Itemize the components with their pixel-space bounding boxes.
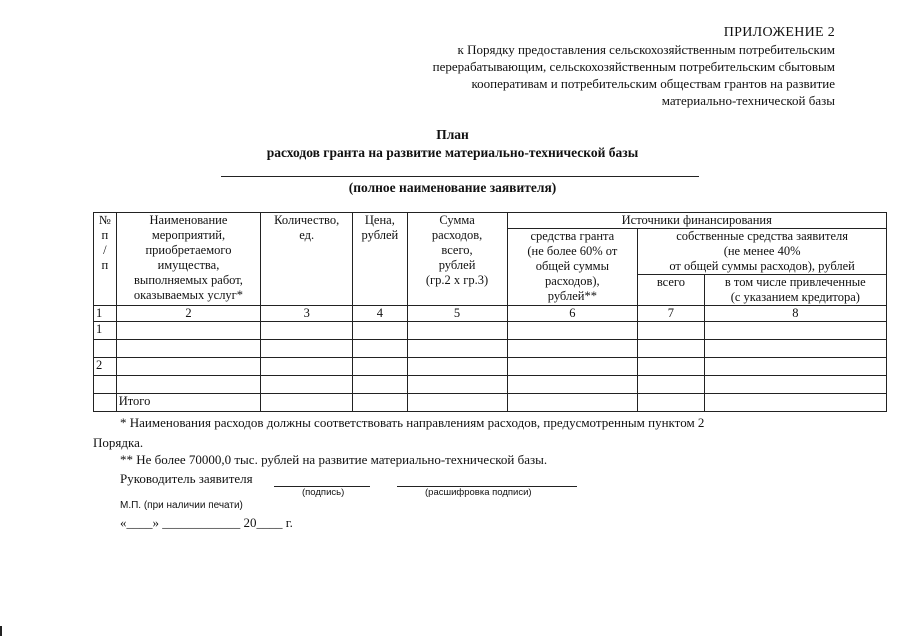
table-row — [94, 322, 887, 340]
margin-mark — [0, 626, 2, 636]
document-title: План — [436, 127, 469, 142]
column-number: 1 — [94, 306, 117, 322]
header-price: Цена, рублей — [353, 213, 407, 306]
stamp-note: М.П. (при наличии печати) — [120, 500, 243, 511]
column-number: 8 — [704, 306, 886, 322]
expense-plan-table — [93, 212, 887, 412]
column-number: 6 — [507, 306, 638, 322]
header-own-funds: собственные средства заявителя (не менее 40% от общей суммы расходов), рублей — [638, 229, 887, 275]
header-grant-funds: средства гранта (не более 60% от общей суммы расходов), рублей** — [507, 229, 638, 306]
signature-caption: (подпись) — [302, 487, 345, 498]
appendix-heading: ПРИЛОЖЕНИЕ 2 — [723, 25, 835, 40]
footnote-1: * Наименования расходов должны соответствовать направлениям расходов, предусмотренным пунктом 2 — [120, 415, 705, 430]
header-own-attracted: в том числе привлеченные (с указанием кредитора) — [704, 275, 886, 306]
applicant-name-line — [221, 176, 699, 177]
document-subtitle: расходов гранта на развитие материально-технической базы — [266, 145, 639, 160]
column-number: 2 — [116, 306, 261, 322]
applicant-caption: (полное наименование заявителя) — [348, 180, 557, 195]
appendix-line: материально-технической базы — [661, 93, 835, 108]
table-row — [94, 358, 887, 376]
signature-decode-caption: (расшифровка подписи) — [425, 487, 532, 498]
head-label: Руководитель заявителя — [120, 471, 253, 486]
date-line: «____» ____________ 20____ г. — [120, 515, 293, 530]
row-number — [94, 340, 117, 358]
table-row — [94, 376, 887, 394]
column-number: 5 — [407, 306, 507, 322]
column-number: 3 — [261, 306, 353, 322]
row-number — [94, 394, 117, 412]
row-number — [94, 376, 117, 394]
column-number-row — [94, 306, 887, 322]
footnote-1-continuation: Порядка. — [93, 435, 144, 450]
row-number: 1 — [94, 322, 117, 340]
total-row — [94, 394, 887, 412]
total-label: Итого — [116, 394, 261, 412]
table-row — [94, 340, 887, 358]
header-own-total: всего — [638, 275, 704, 306]
header-num: № п / п — [94, 213, 117, 306]
header-total-sum: Сумма расходов, всего, рублей (гр.2 х гр.3) — [407, 213, 507, 306]
appendix-line: к Порядку предоставления сельскохозяйственным потребительским — [457, 42, 835, 57]
header-quantity: Количество, ед. — [261, 213, 353, 306]
header-name: Наименование мероприятий, приобретаемого имущества, выполняемых работ, оказываемых услуг* — [116, 213, 261, 306]
column-number: 4 — [353, 306, 407, 322]
appendix-block — [433, 24, 835, 109]
appendix-line: кооперативам и потребительским обществам грантов на развитие — [471, 76, 835, 91]
column-number: 7 — [638, 306, 704, 322]
footnote-2: ** Не более 70000,0 тыс. рублей на развитие материально-технической базы. — [120, 452, 548, 467]
appendix-line: перерабатывающим, сельскохозяйственным потребительским сбытовым — [432, 59, 835, 74]
header-funding-sources: Источники финансирования — [507, 213, 886, 229]
row-number: 2 — [94, 358, 117, 376]
